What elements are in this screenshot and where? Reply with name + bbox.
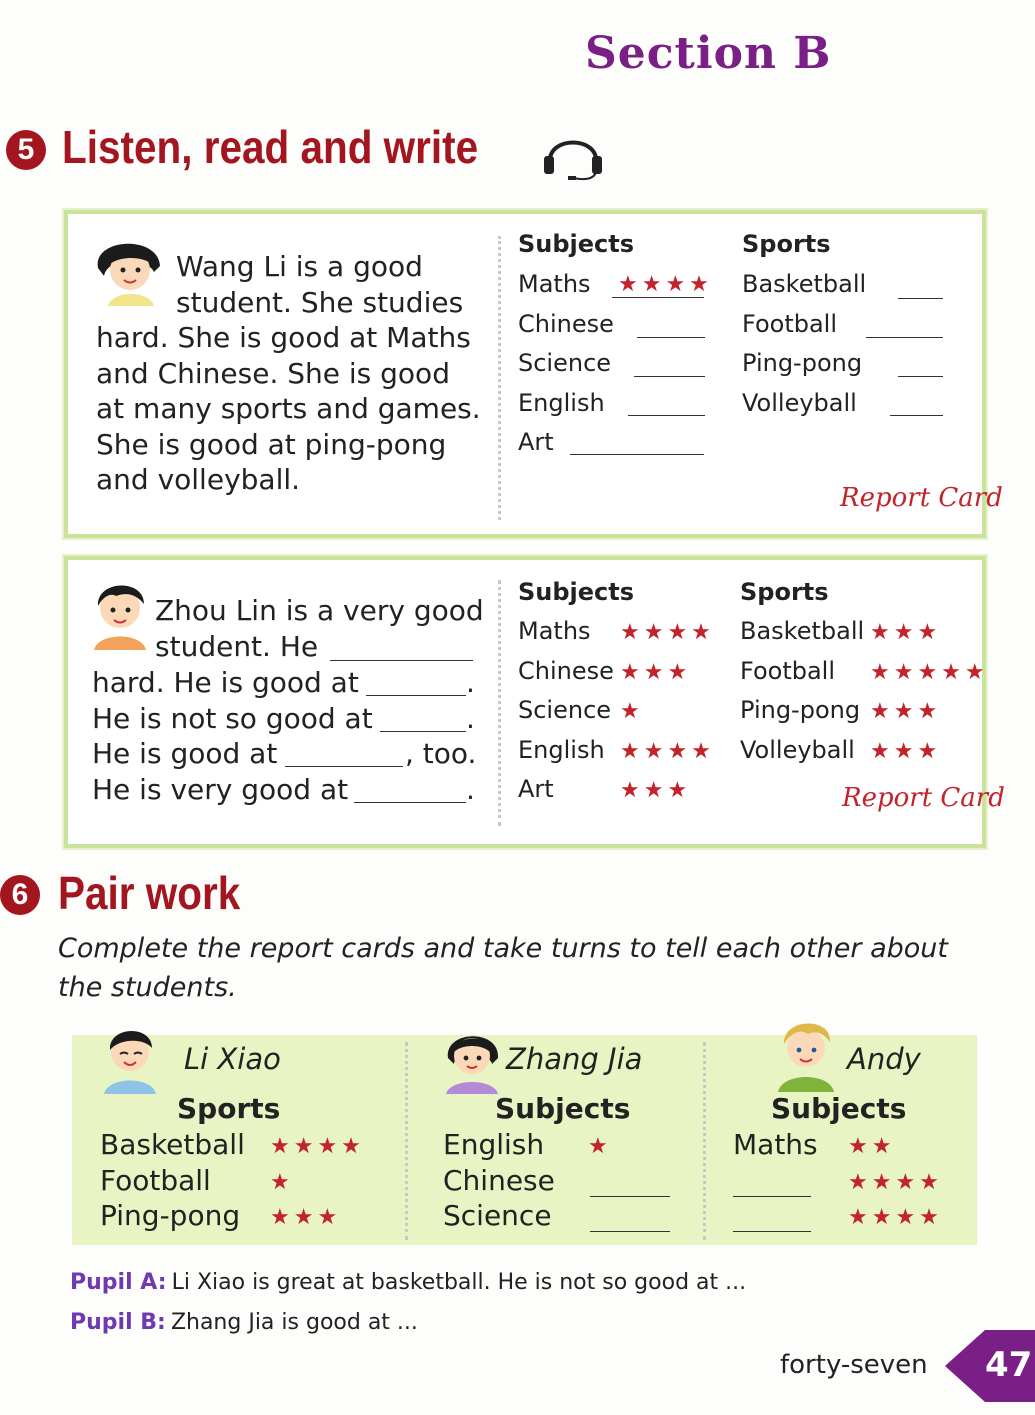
card1-line: student. She studies: [176, 285, 464, 319]
andy-blank: [733, 1230, 811, 1232]
card1-pingpong-blank: [898, 375, 943, 377]
andy-row-stars: ★★: [848, 1134, 896, 1159]
card2-basketball-stars: ★★★: [870, 620, 942, 645]
card1-divider: [498, 236, 501, 520]
card2-line4-end: .: [466, 702, 475, 735]
card1-sport-volleyball: Volleyball: [742, 389, 857, 417]
li-xiao-header: Sports: [177, 1092, 281, 1125]
card1-sport-football: Football: [742, 310, 838, 338]
zhang-jia-row-stars: ★: [588, 1134, 612, 1159]
card2-pingpong-stars: ★★★: [870, 699, 942, 724]
card1-football-blank: [866, 336, 943, 338]
card1-report-card-label: Report Card: [840, 483, 1003, 513]
card1-subjects-header: Subjects: [518, 230, 635, 258]
andy-row-label: Maths: [733, 1128, 818, 1161]
zhang-jia-row-label: Science: [443, 1199, 552, 1232]
andy-row-stars: ★★★★: [848, 1170, 943, 1195]
card2-sport-basketball: Basketball: [740, 617, 865, 645]
page-number: 47: [985, 1345, 1033, 1385]
card1-line: at many sports and games.: [96, 392, 481, 425]
student-name-andy: Andy: [847, 1042, 921, 1076]
card1-line: Wang Li is a good: [176, 250, 423, 283]
card2-line1: Zhou Lin is a very good: [155, 594, 484, 627]
exercise-6-title: Pair work: [58, 867, 241, 919]
card1-volleyball-blank: [890, 414, 943, 416]
card1-subject-art: Art: [518, 428, 554, 456]
card2-football-stars: ★★★★★: [870, 660, 989, 685]
card2-sports-header: Sports: [740, 578, 829, 606]
card1-science-blank: [634, 375, 705, 377]
card2-report-card-label: Report Card: [842, 783, 1005, 813]
zhang-jia-header: Subjects: [495, 1092, 631, 1125]
headphones-icon: [538, 122, 608, 182]
li-xiao-row-stars: ★: [270, 1170, 294, 1195]
card1-basketball-blank: [898, 297, 943, 299]
card1-line: hard. She is good at Maths: [96, 321, 471, 354]
card2-blank-3: [380, 730, 466, 732]
andy-blank: [733, 1195, 811, 1197]
instruction-line-2: the students.: [58, 972, 237, 1003]
card2-blank-1: [330, 659, 473, 661]
exercise-6-number-badge: 6: [0, 875, 40, 915]
card2-line6: He is very good at: [92, 773, 349, 806]
card1-maths-underline: [612, 296, 704, 298]
li-xiao-row-stars: ★★★: [270, 1205, 342, 1230]
card2-line2: student. He: [155, 630, 319, 663]
card1-paragraph: [96, 249, 496, 498]
card2-chinese-stars: ★★★: [620, 660, 692, 685]
student-name-zhang-jia: Zhang Jia: [506, 1042, 643, 1076]
andy-header: Subjects: [771, 1092, 907, 1125]
zhang-jia-row-label: English: [443, 1128, 545, 1161]
boy-avatar: [86, 572, 156, 652]
card2-line4: He is not so good at: [92, 702, 373, 735]
card2-line3: hard. He is good at: [92, 666, 359, 699]
card2-sport-football: Football: [740, 657, 836, 685]
page-number-words: forty-seven: [780, 1350, 928, 1380]
card2-art-stars: ★★★: [620, 778, 692, 803]
card1-maths-stars: ★★★★: [618, 272, 713, 297]
instruction-line-1: Complete the report cards and take turns to tell each other about: [58, 933, 948, 964]
zhang-jia-avatar: [440, 1022, 504, 1094]
card2-science-stars: ★: [620, 699, 644, 724]
card2-sport-pingpong: Ping-pong: [740, 696, 861, 724]
dialogue-line-b: [70, 1310, 418, 1335]
student-name-li-xiao: Li Xiao: [184, 1042, 281, 1076]
li-xiao-row-stars: ★★★★: [270, 1134, 365, 1159]
andy-row-stars: ★★★★: [848, 1205, 943, 1230]
li-xiao-row-label: Ping-pong: [100, 1199, 241, 1232]
card2-line6-end: .: [466, 773, 475, 806]
pair-divider-2: [703, 1042, 706, 1240]
card2-blank-4: [285, 765, 403, 767]
section-title: Section B: [585, 28, 832, 79]
exercise-5-number-badge: 5: [6, 130, 46, 170]
card1-art-blank: [570, 453, 704, 455]
card2-sport-volleyball: Volleyball: [740, 736, 855, 764]
card2-line5: He is good at: [92, 737, 278, 770]
li-xiao-row-label: Football: [100, 1164, 211, 1197]
card2-subject-english: English: [518, 736, 605, 764]
pupil-b-label: Pupil B:: [70, 1310, 166, 1335]
card1-english-blank: [628, 414, 705, 416]
card1-subject-maths: Maths: [518, 270, 591, 298]
card2-line5-end: , too.: [405, 737, 477, 770]
card1-sports-header: Sports: [742, 230, 831, 258]
card2-subject-science: Science: [518, 696, 612, 724]
card2-volleyball-stars: ★★★: [870, 739, 942, 764]
card2-subject-maths: Maths: [518, 617, 591, 645]
exercise-5-title: Listen, read and write: [62, 121, 479, 173]
card1-sport-pingpong: Ping-pong: [742, 349, 863, 377]
card2-subjects-header: Subjects: [518, 578, 635, 606]
card2-maths-stars: ★★★★: [620, 620, 715, 645]
li-xiao-row-label: Basketball: [100, 1128, 245, 1161]
pupil-a-label: Pupil A:: [70, 1270, 167, 1295]
zhang-jia-blank: [590, 1195, 670, 1197]
zhang-jia-row-label: Chinese: [443, 1164, 555, 1197]
card1-sport-basketball: Basketball: [742, 270, 867, 298]
card2-subject-art: Art: [518, 775, 554, 803]
pair-divider-1: [405, 1042, 408, 1240]
andy-avatar: [772, 1012, 840, 1092]
card2-blank-2: [366, 694, 466, 696]
card2-blank-5: [354, 801, 466, 803]
card2-line3-end: .: [466, 666, 475, 699]
dialogue-line-a: [70, 1270, 746, 1295]
card2-subject-chinese: Chinese: [518, 657, 614, 685]
card1-line: and Chinese. She is good: [96, 356, 450, 390]
card2-divider: [498, 580, 501, 826]
card1-line: and volleyball.: [96, 463, 301, 496]
card1-subject-science: Science: [518, 349, 612, 377]
card1-subject-chinese: Chinese: [518, 310, 614, 338]
pupil-b-text: Zhang Jia is good at ...: [170, 1310, 418, 1335]
card1-line: She is good at ping-pong: [96, 427, 447, 461]
li-xiao-avatar: [98, 1020, 162, 1094]
card1-subject-english: English: [518, 389, 605, 417]
card1-chinese-blank: [637, 336, 705, 338]
pupil-a-text: Li Xiao is great at basketball. He is not so good at ...: [171, 1270, 747, 1295]
zhang-jia-blank: [590, 1230, 670, 1232]
card2-english-stars: ★★★★: [620, 739, 715, 764]
